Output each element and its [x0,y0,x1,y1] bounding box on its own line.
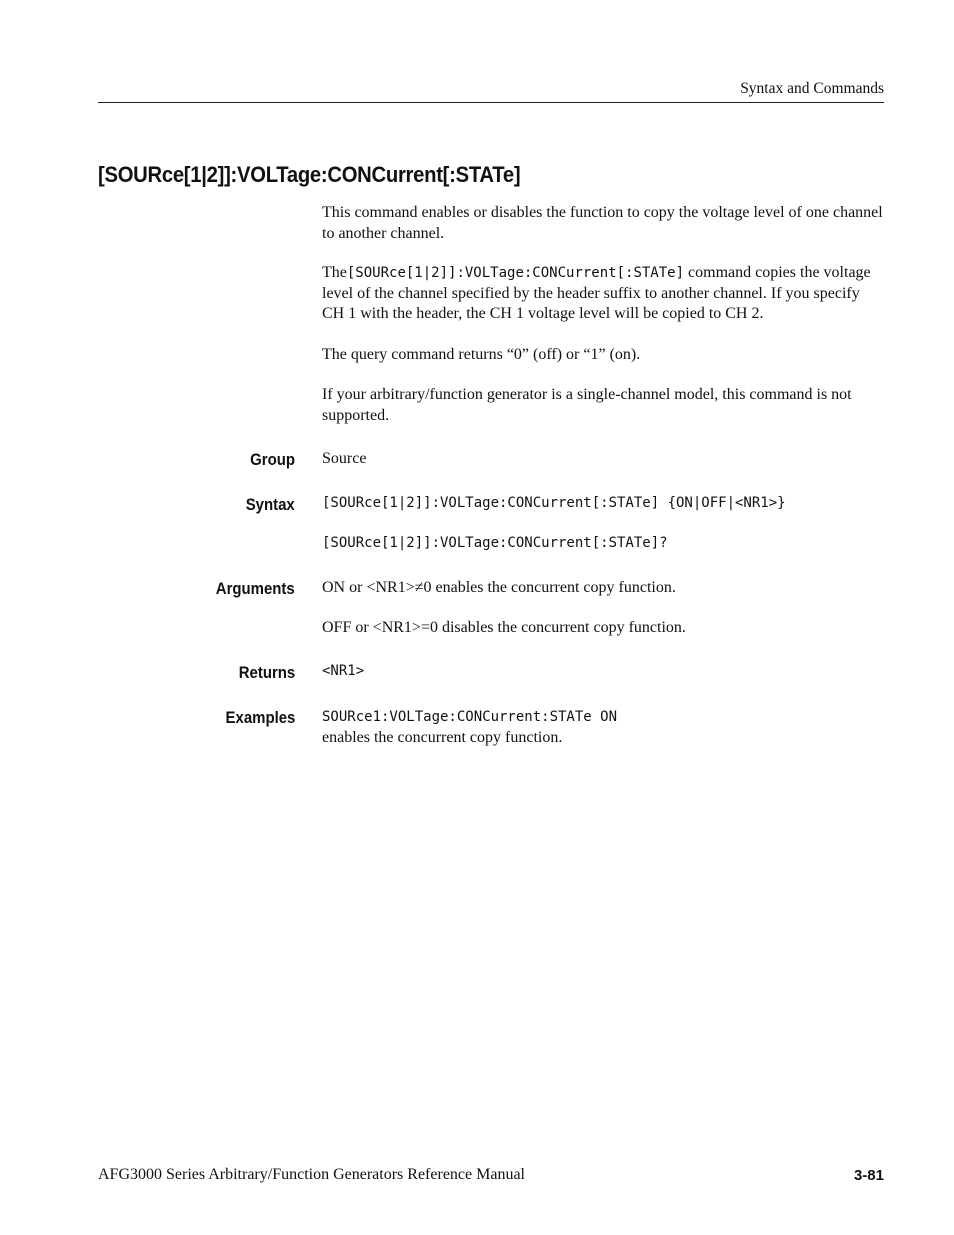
inline-command-code: [SOURce[1|2]]:VOLTage:CONCurrent[:STATe] [346,265,685,281]
running-head: Syntax and Commands [740,80,884,97]
arguments-label: Arguments [216,579,295,598]
argument-on: ON or <NR1>≠0 enables the concurrent copy function. [322,579,676,596]
command-title: [SOURce[1|2]]:VOLTage:CONCurrent[:STATe] [98,162,521,187]
examples-label: Examples [225,708,295,727]
description-paragraph-1: This command enables or disables the function to copy the voltage level of one channel to another channel. [322,204,883,242]
description-paragraph-3: The query command returns “0” (off) or “1” (on). [322,346,641,363]
paragraph-2-suffix: command copies the voltage level of the channel specified by the header suffix to another channel. If you specify CH 1 with the header, the CH 1 voltage level will be copied to CH 2. [322,264,871,322]
description-paragraph-2 [322,263,884,325]
group-value: Source [322,450,367,467]
paragraph-2-prefix: The [322,264,347,281]
group-label: Group [250,450,295,469]
syntax-label: Syntax [245,495,295,514]
header-rule [98,102,884,103]
returns-value: <NR1> [322,663,365,679]
example-description: enables the concurrent copy function. [322,729,563,746]
page-number: 3-81 [853,1167,884,1184]
example-command: SOURce1:VOLTage:CONCurrent:STATe ON [322,709,618,725]
argument-off: OFF or <NR1>=0 disables the concurrent copy function. [322,619,686,636]
returns-label: Returns [238,663,295,682]
footer-manual-title: AFG3000 Series Arbitrary/Function Generators Reference Manual [98,1166,525,1183]
description-paragraph-4: If your arbitrary/function generator is a single-channel model, this command is not supported. [322,386,852,424]
syntax-set-form: [SOURce[1|2]]:VOLTage:CONCurrent[:STATe] {ON|OFF|<NR1>} [322,495,786,511]
syntax-query-form: [SOURce[1|2]]:VOLTage:CONCurrent[:STATe]? [322,535,668,551]
